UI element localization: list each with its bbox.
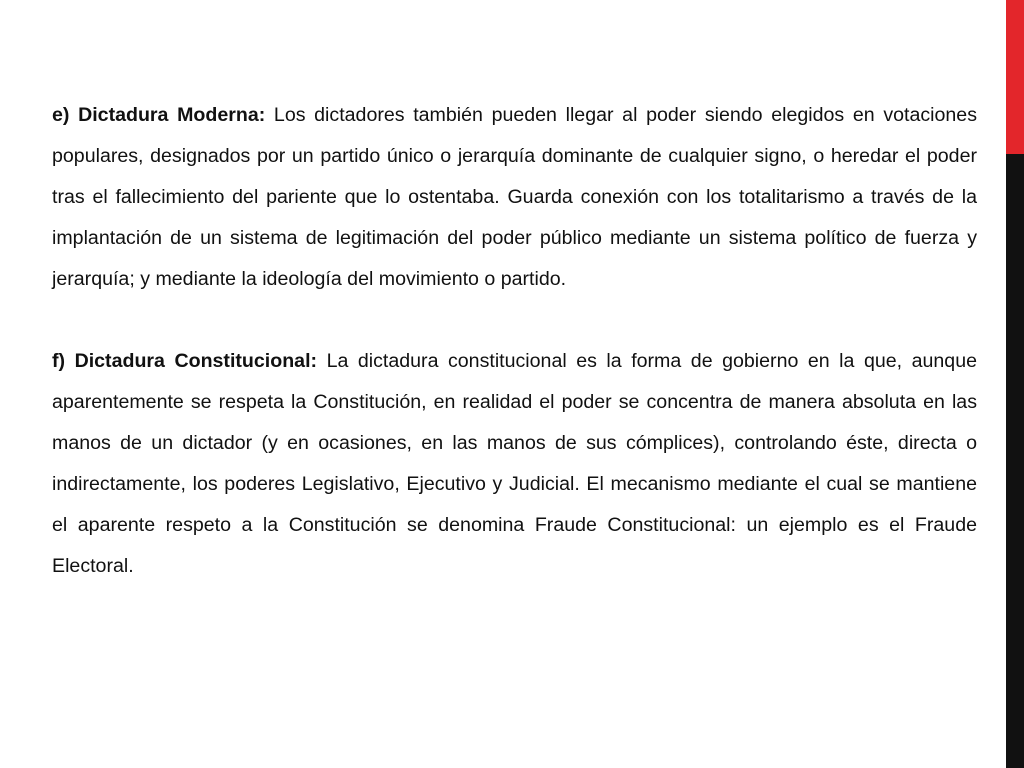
- paragraph-body: Los dictadores también pueden llegar al poder siendo elegidos en votaciones populares, designados por un partido único o jerarquía dominante de cualquier signo, o heredar el poder tras el fallecimiento del pariente que lo ostentaba. Guarda conexión con los totalitarismo a través de la implantación de un sistema de legitimación del poder público mediante un sistema político de fuerza y jerarquía; y mediante la ideología del movimiento o partido.: [52, 104, 977, 290]
- paragraph-body: La dictadura constitucional es la forma de gobierno en la que, aunque aparentemente se respeta la Constitución, en realidad el poder se concentra de manera absoluta en las manos de un dictador (y en ocasiones, en las manos de sus cómplices), controlando éste, directa o indirectamente, los poderes Legislativo, Ejecutivo y Judicial. El mecanismo mediante el cual se mantiene el aparente respeto a la Constitución se denomina Fraude Constitucional: un ejemplo es el Fraude Electoral.: [52, 350, 977, 577]
- side-accent-bar-red: [1006, 0, 1024, 154]
- side-accent-bar-black: [1006, 154, 1024, 768]
- paragraph-dictadura-moderna: [52, 95, 977, 300]
- paragraph-heading: f) Dictadura Constitucional:: [52, 350, 327, 372]
- paragraph-heading: e) Dictadura Moderna:: [52, 104, 274, 126]
- slide-body: [52, 95, 977, 587]
- paragraph-dictadura-constitucional: [52, 341, 977, 587]
